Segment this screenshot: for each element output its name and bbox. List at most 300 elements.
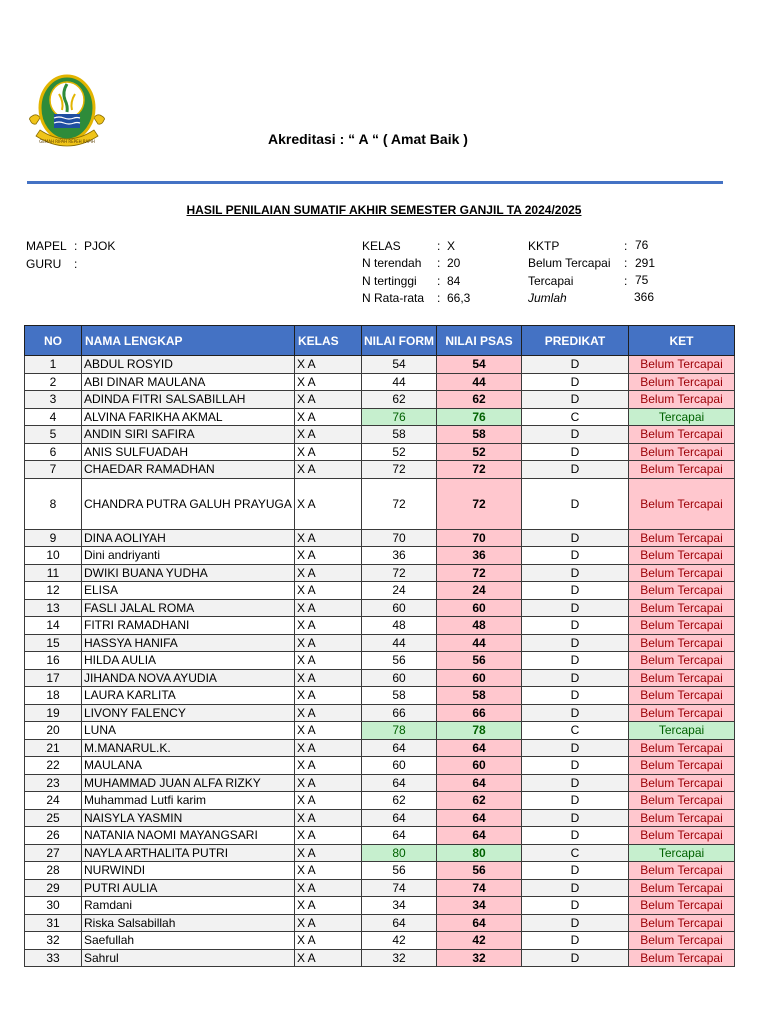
row-nilai-form: 34 <box>362 897 437 915</box>
row-predikat: D <box>522 599 629 617</box>
table-row <box>25 373 735 391</box>
row-predikat: D <box>522 478 629 529</box>
table-body <box>25 356 735 967</box>
n-tertinggi-label: N tertinggi <box>362 274 417 288</box>
row-no: 22 <box>25 757 82 775</box>
row-ket: Belum Tercapai <box>629 897 735 915</box>
row-nilai-psas: 62 <box>437 792 522 810</box>
row-ket: Belum Tercapai <box>629 949 735 967</box>
row-nilai-psas: 56 <box>437 862 522 880</box>
row-nama: ABDUL ROSYID <box>82 356 295 374</box>
row-kelas: X A <box>295 582 362 600</box>
table-row <box>25 461 735 479</box>
row-kelas: X A <box>295 932 362 950</box>
belum-tercapai-label: Belum Tercapai <box>528 256 611 270</box>
column-header-ket: KET <box>629 326 735 356</box>
row-predikat: D <box>522 529 629 547</box>
row-nilai-form: 64 <box>362 914 437 932</box>
row-nama: HILDA AULIA <box>82 652 295 670</box>
row-nilai-form: 36 <box>362 547 437 565</box>
row-nilai-form: 64 <box>362 827 437 845</box>
row-no: 30 <box>25 897 82 915</box>
row-nama: M.MANARUL.K. <box>82 739 295 757</box>
row-predikat: D <box>522 582 629 600</box>
table-row <box>25 879 735 897</box>
row-kelas: X A <box>295 547 362 565</box>
row-nama: DINA AOLIYAH <box>82 529 295 547</box>
row-nilai-psas: 44 <box>437 634 522 652</box>
row-nilai-psas: 72 <box>437 461 522 479</box>
row-nama: LAURA KARLITA <box>82 687 295 705</box>
row-predikat: D <box>522 564 629 582</box>
table-row <box>25 687 735 705</box>
row-predikat: D <box>522 461 629 479</box>
row-no: 24 <box>25 792 82 810</box>
row-no: 11 <box>25 564 82 582</box>
row-nama: MAULANA <box>82 757 295 775</box>
row-nilai-form: 76 <box>362 408 437 426</box>
row-predikat: D <box>522 634 629 652</box>
table-row <box>25 809 735 827</box>
row-ket: Belum Tercapai <box>629 757 735 775</box>
row-predikat: D <box>522 373 629 391</box>
row-nama: FITRI RAMADHANI <box>82 617 295 635</box>
row-nilai-form: 58 <box>362 687 437 705</box>
belum-tercapai-value: 291 <box>635 256 656 270</box>
kktp-value: 76 <box>635 238 649 252</box>
row-predikat: D <box>522 949 629 967</box>
row-kelas: X A <box>295 757 362 775</box>
tercapai-label: Tercapai <box>528 274 574 288</box>
row-predikat: D <box>522 932 629 950</box>
row-predikat: D <box>522 862 629 880</box>
row-no: 13 <box>25 599 82 617</box>
row-ket: Belum Tercapai <box>629 739 735 757</box>
row-nilai-form: 80 <box>362 844 437 862</box>
accreditation-text: Akreditasi : “ A “ ( Amat Baik ) <box>268 131 468 147</box>
row-predikat: D <box>522 669 629 687</box>
n-terendah-value: 20 <box>447 256 461 270</box>
row-nilai-psas: 64 <box>437 739 522 757</box>
row-nilai-form: 74 <box>362 879 437 897</box>
row-predikat: D <box>522 792 629 810</box>
row-nama: Sahrul <box>82 949 295 967</box>
row-kelas: X A <box>295 356 362 374</box>
row-kelas: X A <box>295 897 362 915</box>
row-nilai-form: 32 <box>362 949 437 967</box>
row-ket: Belum Tercapai <box>629 599 735 617</box>
row-no: 31 <box>25 914 82 932</box>
row-kelas: X A <box>295 634 362 652</box>
row-no: 19 <box>25 704 82 722</box>
row-nilai-form: 44 <box>362 373 437 391</box>
table-row <box>25 478 735 529</box>
table-row <box>25 408 735 426</box>
row-nilai-form: 60 <box>362 757 437 775</box>
row-ket: Belum Tercapai <box>629 774 735 792</box>
row-predikat: D <box>522 687 629 705</box>
row-ket: Belum Tercapai <box>629 634 735 652</box>
row-kelas: X A <box>295 687 362 705</box>
row-nilai-psas: 64 <box>437 774 522 792</box>
row-nilai-psas: 58 <box>437 687 522 705</box>
row-nama: Ramdani <box>82 897 295 915</box>
row-ket: Belum Tercapai <box>629 932 735 950</box>
row-nilai-psas: 60 <box>437 599 522 617</box>
row-ket: Tercapai <box>629 844 735 862</box>
row-kelas: X A <box>295 391 362 409</box>
row-kelas: X A <box>295 478 362 529</box>
kelas-label: KELAS <box>362 239 401 253</box>
row-kelas: X A <box>295 426 362 444</box>
n-tertinggi-value: 84 <box>447 274 461 288</box>
row-nama: Riska Salsabillah <box>82 914 295 932</box>
header-divider <box>27 181 723 184</box>
row-nilai-form: 48 <box>362 617 437 635</box>
row-nama: ANDIN SIRI SAFIRA <box>82 426 295 444</box>
table-row <box>25 897 735 915</box>
row-no: 2 <box>25 373 82 391</box>
n-rata-colon: : <box>437 291 441 305</box>
svg-text:GEMAH RIPAH REPEH RAPIH: GEMAH RIPAH REPEH RAPIH <box>39 139 95 144</box>
guru-colon: : <box>74 257 78 271</box>
row-ket: Tercapai <box>629 408 735 426</box>
row-predikat: C <box>522 408 629 426</box>
row-nama: DWIKI BUANA YUDHA <box>82 564 295 582</box>
row-nilai-psas: 62 <box>437 391 522 409</box>
row-nilai-psas: 56 <box>437 652 522 670</box>
row-nilai-psas: 64 <box>437 809 522 827</box>
row-ket: Belum Tercapai <box>629 827 735 845</box>
row-kelas: X A <box>295 564 362 582</box>
grades-table <box>24 325 735 967</box>
row-no: 32 <box>25 932 82 950</box>
row-nilai-psas: 80 <box>437 844 522 862</box>
table-row <box>25 426 735 444</box>
row-ket: Belum Tercapai <box>629 582 735 600</box>
row-nama: JIHANDA NOVA AYUDIA <box>82 669 295 687</box>
row-no: 9 <box>25 529 82 547</box>
row-no: 17 <box>25 669 82 687</box>
row-nilai-psas: 36 <box>437 547 522 565</box>
row-no: 7 <box>25 461 82 479</box>
row-nilai-form: 60 <box>362 669 437 687</box>
row-nilai-psas: 60 <box>437 669 522 687</box>
row-predikat: D <box>522 547 629 565</box>
row-kelas: X A <box>295 617 362 635</box>
row-no: 16 <box>25 652 82 670</box>
row-kelas: X A <box>295 949 362 967</box>
kktp-colon: : <box>624 239 628 253</box>
row-kelas: X A <box>295 914 362 932</box>
row-predikat: D <box>522 426 629 444</box>
table-row <box>25 722 735 740</box>
table-row <box>25 774 735 792</box>
jumlah-label: Jumlah <box>528 291 567 305</box>
row-nama: ALVINA FARIKHA AKMAL <box>82 408 295 426</box>
row-predikat: D <box>522 774 629 792</box>
row-nama: ADINDA FITRI SALSABILLAH <box>82 391 295 409</box>
belum-tercapai-colon: : <box>624 256 628 270</box>
row-no: 6 <box>25 443 82 461</box>
row-ket: Belum Tercapai <box>629 478 735 529</box>
table-row <box>25 391 735 409</box>
mapel-colon: : <box>74 239 78 253</box>
column-header-no: NO <box>25 326 82 356</box>
row-no: 21 <box>25 739 82 757</box>
row-kelas: X A <box>295 774 362 792</box>
row-nama: Saefullah <box>82 932 295 950</box>
guru-label: GURU <box>26 257 62 271</box>
row-ket: Belum Tercapai <box>629 391 735 409</box>
table-row <box>25 827 735 845</box>
row-kelas: X A <box>295 792 362 810</box>
row-predikat: D <box>522 652 629 670</box>
row-nilai-form: 54 <box>362 356 437 374</box>
row-nama: NAYLA ARTHALITA PUTRI <box>82 844 295 862</box>
row-nilai-psas: 64 <box>437 914 522 932</box>
row-kelas: X A <box>295 652 362 670</box>
row-nilai-form: 64 <box>362 739 437 757</box>
row-kelas: X A <box>295 461 362 479</box>
row-nilai-form: 72 <box>362 564 437 582</box>
row-nama: HASSYA HANIFA <box>82 634 295 652</box>
row-no: 29 <box>25 879 82 897</box>
row-nama: NURWINDI <box>82 862 295 880</box>
row-nilai-form: 72 <box>362 461 437 479</box>
table-row <box>25 914 735 932</box>
row-nilai-form: 56 <box>362 652 437 670</box>
table-row <box>25 547 735 565</box>
row-nama: FASLI JALAL ROMA <box>82 599 295 617</box>
row-nilai-psas: 44 <box>437 373 522 391</box>
column-header-nama: NAMA LENGKAP <box>82 326 295 356</box>
row-nilai-form: 70 <box>362 529 437 547</box>
row-predikat: D <box>522 827 629 845</box>
row-predikat: C <box>522 722 629 740</box>
row-ket: Belum Tercapai <box>629 564 735 582</box>
row-ket: Belum Tercapai <box>629 617 735 635</box>
row-nama: PUTRI AULIA <box>82 879 295 897</box>
table-row <box>25 739 735 757</box>
mapel-label: MAPEL <box>26 239 67 253</box>
row-nilai-form: 24 <box>362 582 437 600</box>
row-nama: MUHAMMAD JUAN ALFA RIZKY <box>82 774 295 792</box>
row-nama: LUNA <box>82 722 295 740</box>
row-predikat: D <box>522 809 629 827</box>
row-nilai-psas: 76 <box>437 408 522 426</box>
row-nilai-form: 62 <box>362 391 437 409</box>
row-ket: Tercapai <box>629 722 735 740</box>
row-ket: Belum Tercapai <box>629 356 735 374</box>
mapel-value: PJOK <box>84 239 116 253</box>
row-kelas: X A <box>295 408 362 426</box>
row-nilai-psas: 54 <box>437 356 522 374</box>
table-row <box>25 844 735 862</box>
row-nilai-form: 58 <box>362 426 437 444</box>
row-ket: Belum Tercapai <box>629 547 735 565</box>
row-kelas: X A <box>295 529 362 547</box>
row-no: 33 <box>25 949 82 967</box>
row-no: 4 <box>25 408 82 426</box>
row-ket: Belum Tercapai <box>629 914 735 932</box>
table-row <box>25 529 735 547</box>
tercapai-value: 75 <box>635 273 649 287</box>
row-predikat: D <box>522 914 629 932</box>
row-no: 5 <box>25 426 82 444</box>
row-no: 25 <box>25 809 82 827</box>
row-nilai-form: 72 <box>362 478 437 529</box>
row-nama: Muhammad Lutfi karim <box>82 792 295 810</box>
n-tertinggi-colon: : <box>437 274 441 288</box>
row-predikat: D <box>522 739 629 757</box>
row-nilai-psas: 24 <box>437 582 522 600</box>
row-ket: Belum Tercapai <box>629 862 735 880</box>
table-row <box>25 757 735 775</box>
row-kelas: X A <box>295 599 362 617</box>
row-kelas: X A <box>295 443 362 461</box>
row-nilai-form: 42 <box>362 932 437 950</box>
row-predikat: D <box>522 897 629 915</box>
row-nilai-psas: 32 <box>437 949 522 967</box>
column-header-kelas: KELAS <box>295 326 362 356</box>
row-nilai-psas: 64 <box>437 827 522 845</box>
row-no: 20 <box>25 722 82 740</box>
row-nilai-psas: 72 <box>437 564 522 582</box>
row-nilai-form: 52 <box>362 443 437 461</box>
table-row <box>25 862 735 880</box>
row-nilai-psas: 58 <box>437 426 522 444</box>
row-kelas: X A <box>295 722 362 740</box>
table-row <box>25 949 735 967</box>
row-nama: Dini andriyanti <box>82 547 295 565</box>
row-nama: NATANIA NAOMI MAYANGSARI <box>82 827 295 845</box>
table-row <box>25 932 735 950</box>
kelas-value: X <box>447 239 456 253</box>
column-header-nilai-psas: NILAI PSAS <box>437 326 522 356</box>
school-emblem-logo <box>24 70 110 154</box>
n-rata-value: 66,3 <box>447 291 471 305</box>
row-nilai-psas: 60 <box>437 757 522 775</box>
row-no: 28 <box>25 862 82 880</box>
row-predikat: D <box>522 757 629 775</box>
tercapai-colon: : <box>624 274 628 288</box>
row-ket: Belum Tercapai <box>629 704 735 722</box>
row-kelas: X A <box>295 809 362 827</box>
row-no: 27 <box>25 844 82 862</box>
row-nilai-psas: 34 <box>437 897 522 915</box>
table-row <box>25 652 735 670</box>
n-terendah-label: N terendah <box>362 256 422 270</box>
row-nilai-psas: 78 <box>437 722 522 740</box>
row-nilai-psas: 66 <box>437 704 522 722</box>
row-no: 23 <box>25 774 82 792</box>
row-no: 10 <box>25 547 82 565</box>
row-nilai-form: 62 <box>362 792 437 810</box>
row-no: 8 <box>25 478 82 529</box>
table-row <box>25 669 735 687</box>
column-header-predikat: PREDIKAT <box>522 326 629 356</box>
row-kelas: X A <box>295 739 362 757</box>
row-ket: Belum Tercapai <box>629 669 735 687</box>
row-nama: ABI DINAR MAULANA <box>82 373 295 391</box>
n-terendah-colon: : <box>437 256 441 270</box>
row-kelas: X A <box>295 844 362 862</box>
row-no: 26 <box>25 827 82 845</box>
row-predikat: D <box>522 356 629 374</box>
row-kelas: X A <box>295 373 362 391</box>
row-ket: Belum Tercapai <box>629 461 735 479</box>
row-nilai-psas: 74 <box>437 879 522 897</box>
row-nilai-psas: 42 <box>437 932 522 950</box>
row-nilai-form: 44 <box>362 634 437 652</box>
jumlah-value: 366 <box>634 290 655 304</box>
row-nama: CHANDRA PUTRA GALUH PRAYUGA <box>82 478 295 529</box>
table-row <box>25 564 735 582</box>
row-nama: LIVONY FALENCY <box>82 704 295 722</box>
row-no: 1 <box>25 356 82 374</box>
row-nama: ELISA <box>82 582 295 600</box>
table-row <box>25 582 735 600</box>
row-kelas: X A <box>295 704 362 722</box>
row-ket: Belum Tercapai <box>629 652 735 670</box>
row-predikat: D <box>522 617 629 635</box>
row-nama: ANIS SULFUADAH <box>82 443 295 461</box>
page-title: HASIL PENILAIAN SUMATIF AKHIR SEMESTER GANJIL TA 2024/2025 <box>186 203 582 217</box>
table-row <box>25 356 735 374</box>
row-ket: Belum Tercapai <box>629 529 735 547</box>
row-predikat: D <box>522 704 629 722</box>
row-nilai-psas: 72 <box>437 478 522 529</box>
row-ket: Belum Tercapai <box>629 792 735 810</box>
row-nilai-form: 56 <box>362 862 437 880</box>
table-row <box>25 634 735 652</box>
row-predikat: D <box>522 443 629 461</box>
row-nilai-form: 60 <box>362 599 437 617</box>
table-header-row <box>25 326 735 356</box>
row-no: 12 <box>25 582 82 600</box>
row-kelas: X A <box>295 862 362 880</box>
row-ket: Belum Tercapai <box>629 373 735 391</box>
row-nilai-form: 64 <box>362 774 437 792</box>
row-nilai-psas: 48 <box>437 617 522 635</box>
row-nilai-form: 78 <box>362 722 437 740</box>
row-predikat: D <box>522 391 629 409</box>
row-kelas: X A <box>295 827 362 845</box>
table-row <box>25 617 735 635</box>
kktp-label: KKTP <box>528 239 560 253</box>
n-rata-label: N Rata-rata <box>362 291 425 305</box>
row-ket: Belum Tercapai <box>629 809 735 827</box>
row-no: 3 <box>25 391 82 409</box>
row-nilai-psas: 52 <box>437 443 522 461</box>
row-nama: NAISYLA YASMIN <box>82 809 295 827</box>
table-row <box>25 792 735 810</box>
row-ket: Belum Tercapai <box>629 426 735 444</box>
column-header-nilai-form: NILAI FORM <box>362 326 437 356</box>
row-nilai-psas: 70 <box>437 529 522 547</box>
kelas-colon: : <box>437 239 441 253</box>
row-kelas: X A <box>295 669 362 687</box>
row-ket: Belum Tercapai <box>629 879 735 897</box>
table-row <box>25 443 735 461</box>
row-kelas: X A <box>295 879 362 897</box>
row-nilai-form: 64 <box>362 809 437 827</box>
table-row <box>25 704 735 722</box>
row-ket: Belum Tercapai <box>629 687 735 705</box>
row-predikat: D <box>522 879 629 897</box>
row-no: 15 <box>25 634 82 652</box>
